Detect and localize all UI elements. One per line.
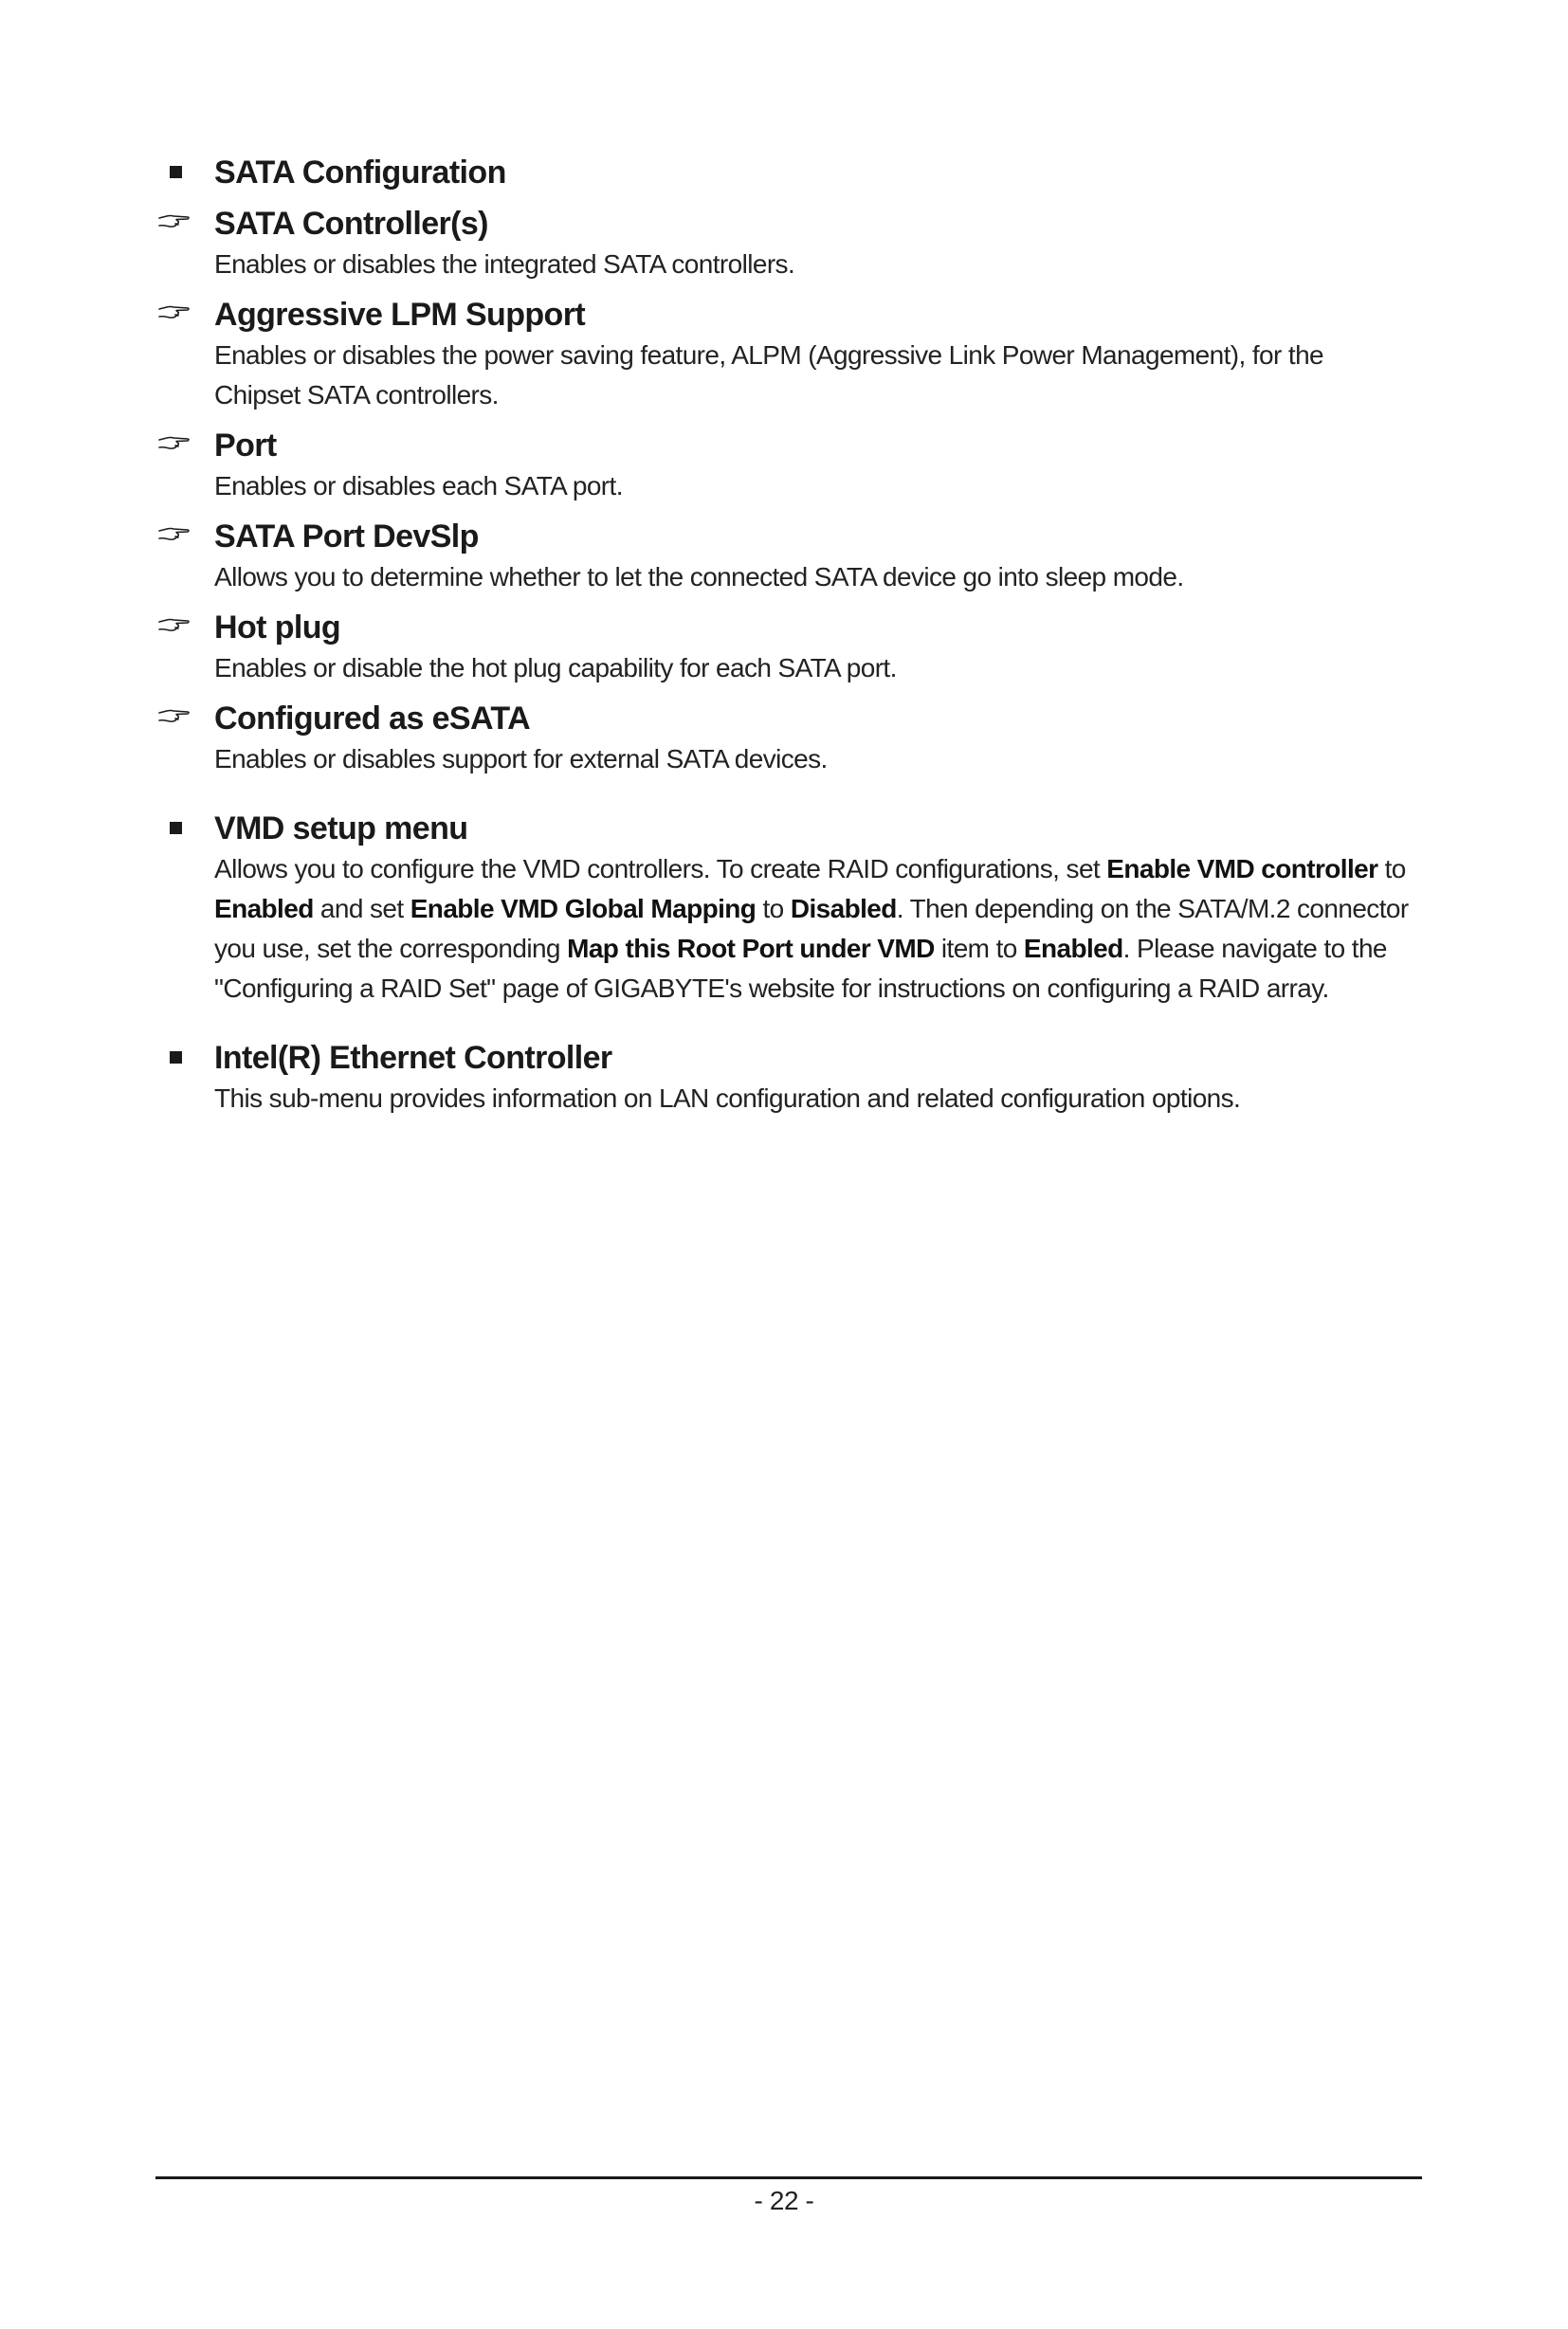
- setting-value: Disabled: [790, 894, 897, 923]
- item-heading: SATA Controller(s): [214, 206, 488, 242]
- section-vmd-setup-menu: [152, 808, 1422, 1009]
- item-aggressive-lpm-support: [152, 294, 1422, 415]
- item-description: Enables or disable the hot plug capability for each SATA port.: [214, 653, 897, 682]
- item-sata-port-devslp: [152, 516, 1422, 597]
- square-bullet-icon: [152, 1051, 199, 1068]
- setting-name: Enable VMD controller: [1106, 854, 1378, 883]
- section-sata-configuration: [152, 152, 1422, 193]
- section-heading: VMD setup menu: [214, 810, 468, 846]
- item-description: Enables or disables each SATA port.: [214, 471, 623, 500]
- item-description-line: Chipset SATA controllers.: [214, 380, 499, 409]
- section-description: Allows you to configure the VMD controllers. To create RAID configurations, set Enable VMD controller to Enabled and set Enable VMD Global Mapping to Disabled. Then depending on the SATA/M.2 connector you use, set the corresponding Map this Root Port under VMD item to Enabled. Please navigate to the "Configuring a RAID Set" page of GIGABYTE's website for instructions on configuring a RAID array.: [214, 854, 1409, 1003]
- square-bullet-icon: [152, 822, 199, 839]
- item-heading: Port: [214, 428, 277, 464]
- item-heading: SATA Port DevSlp: [214, 519, 479, 555]
- item-heading: Configured as eSATA: [214, 701, 531, 737]
- setting-value: Enabled: [1023, 934, 1123, 963]
- pointing-hand-icon: [155, 212, 193, 236]
- item-description: Enables or disables the integrated SATA controllers.: [214, 249, 795, 279]
- item-description-line: Enables or disables the power saving feature, ALPM (Aggressive Link Power Management), for the: [214, 340, 1324, 370]
- item-configured-as-esata: [152, 698, 1422, 779]
- item-hot-plug: [152, 607, 1422, 688]
- section-description: This sub-menu provides information on LAN configuration and related configuration options.: [214, 1083, 1241, 1113]
- page-content: [152, 152, 1422, 1119]
- square-bullet-icon: [152, 166, 199, 183]
- item-heading: Aggressive LPM Support: [214, 297, 586, 333]
- setting-name: Map this Root Port under VMD: [567, 934, 935, 963]
- section-heading: SATA Configuration: [214, 155, 506, 191]
- section-intel-ethernet-controller: [152, 1037, 1422, 1119]
- footer-rule: [155, 2176, 1422, 2179]
- setting-value: Enabled: [214, 894, 314, 923]
- pointing-hand-icon: [155, 434, 193, 458]
- item-port: [152, 425, 1422, 506]
- item-description: Allows you to determine whether to let the connected SATA device go into sleep mode.: [214, 562, 1184, 591]
- pointing-hand-icon: [155, 616, 193, 640]
- pointing-hand-icon: [155, 525, 193, 549]
- item-description: Enables or disables support for external SATA devices.: [214, 744, 828, 773]
- page-number: - 22 -: [754, 2186, 814, 2215]
- pointing-hand-icon: [155, 303, 193, 327]
- setting-name: Enable VMD Global Mapping: [410, 894, 757, 923]
- section-heading: Intel(R) Ethernet Controller: [214, 1040, 612, 1076]
- item-sata-controllers: [152, 203, 1422, 284]
- pointing-hand-icon: [155, 707, 193, 731]
- item-heading: Hot plug: [214, 610, 341, 646]
